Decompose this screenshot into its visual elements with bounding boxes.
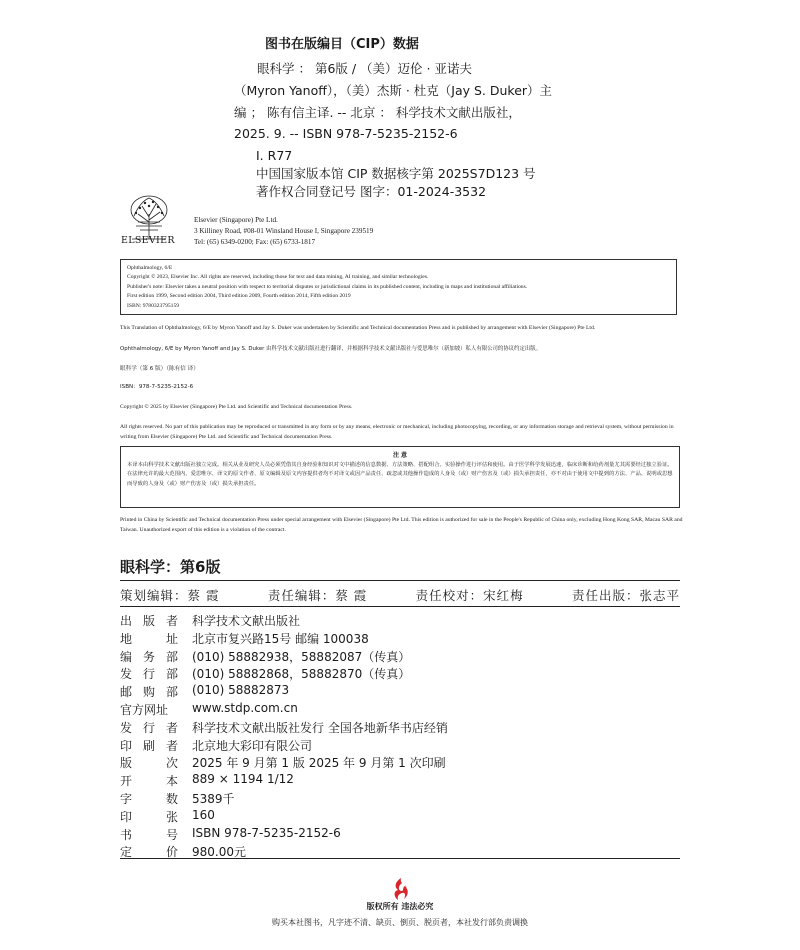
info-label-char: 地 <box>120 631 133 646</box>
cip-line: 2025. 9. -- ISBN 978-7-5235-2152-6 <box>234 126 458 141</box>
info-label <box>120 612 192 629</box>
copyright-line: Publisher's note: Elsevier takes a neutral position with respect to territorial disputes or jurisdictional claims in its published content, including in maps and institutional affiliations. <box>127 283 528 290</box>
info-label-char: 行 <box>142 720 155 735</box>
info-value: 889 × 1194 1/12 <box>192 772 294 787</box>
replacement-notice: 购买本社图书，凡字迹不清、缺页、倒页、脱页者，本社发行部负责调换 <box>272 918 528 927</box>
info-label-char: 书 <box>120 827 133 842</box>
cip-line: Ⅰ. R77 <box>256 148 293 163</box>
info-value: 北京市复兴路15号 邮编 100038 <box>192 631 369 646</box>
info-label-char: 出 <box>120 614 133 628</box>
notice-box <box>120 446 680 508</box>
info-label-char: 数 <box>165 792 178 806</box>
info-label-char: 号 <box>165 827 178 842</box>
production-manager: 责任出版：张志平 <box>571 588 680 603</box>
info-row <box>120 772 294 789</box>
info-row <box>120 754 446 771</box>
info-label-char: 本 <box>165 774 178 789</box>
info-label-char: 开 <box>120 774 133 789</box>
info-label <box>120 719 192 736</box>
info-value: 980.00元 <box>192 845 246 860</box>
info-label <box>120 737 192 754</box>
info-label-char: 发 <box>120 667 133 682</box>
info-value: (010) 58882873 <box>192 683 290 698</box>
info-label-char: 次 <box>165 756 178 771</box>
printed-in-statement: Printed in China by Scientific and Technical documentation Press under special arrangement with Elsevier (Singapore) Pte Ltd. This edition is authorized for sale in the People's Republic of China only, excluding Hong Kong SAR, Macau SAR and Taiwan. Unauthorized export of this edition is a violation of the contract. <box>120 517 683 533</box>
copyright-line: First edition 1999, Second edition 2004, Third edition 2009, Fourth edition 2014, Fifth edition 2019 <box>127 293 351 300</box>
cip-title: 图书在版编目（CIP）数据 <box>265 37 419 52</box>
info-label <box>120 665 192 682</box>
info-row <box>120 719 448 736</box>
info-row <box>120 665 410 682</box>
info-label <box>120 630 192 647</box>
info-row <box>120 737 312 754</box>
info-label: 官方网址 <box>120 703 169 717</box>
info-row <box>120 683 289 700</box>
info-label-char: 行 <box>142 667 155 682</box>
info-row <box>120 630 369 647</box>
notice-title: 注 意 <box>392 452 408 459</box>
info-label-char: 版 <box>120 756 133 771</box>
info-value: 5389千 <box>192 792 235 806</box>
info-label-char: 价 <box>165 845 178 860</box>
divider <box>120 580 680 581</box>
planning-editor: 策划编辑：蔡 霞 <box>120 588 220 603</box>
info-row <box>120 808 215 825</box>
info-value: www.stdp.com.cn <box>192 701 298 715</box>
notice-text: 本译本由科学技术文献出版社独立完成。相关从业及研究人员必须凭借其自身经验和知识对文中描述的信息数据、方法策略、搭配组合、实验操作进行评估和使用。由于医学科学发展迅速，临床诊断和给药剂量尤其需要经过独立验证。在法律允许的最大范围内，爱思唯尔、译文的原文作者、原文编辑及原文内容提供者均不对译文或因产品责任、疏忽或其他操作造成的人身及（或）财产伤害及（或）损失承担责任，亦不对由于使用文中提到的方法、产品、说明或思想而导致的人身及（或）财产伤害及（或）损失承担责任。 <box>127 462 673 487</box>
info-label-char: 部 <box>165 649 178 664</box>
cip-line: 中国国家版本馆 CIP 数据核字第 2025S7D123 号 <box>256 166 536 181</box>
info-row <box>120 826 341 843</box>
info-label-char: 张 <box>165 809 178 824</box>
info-value: 2025 年 9 月第 1 版 2025 年 9 月第 1 次印刷 <box>192 756 446 771</box>
info-label <box>120 683 192 700</box>
info-label-char: 印 <box>120 738 133 753</box>
publisher-emblem-icon <box>390 877 412 901</box>
info-label-char: 版 <box>142 614 155 628</box>
publisher-name: Elsevier (Singapore) Pte Ltd. <box>194 216 278 224</box>
info-label-char: 刷 <box>142 738 155 753</box>
info-value: (010) 58882938，58882087（传真） <box>192 649 411 664</box>
divider <box>120 858 680 859</box>
elsevier-wordmark: ELSEVIER <box>121 235 175 246</box>
original-copyright-box <box>120 259 677 315</box>
info-label-char: 者 <box>165 738 178 753</box>
info-label <box>120 772 192 789</box>
info-value: 160 <box>192 807 215 822</box>
info-label-char: 部 <box>165 685 178 700</box>
publisher-tel: Tel: (65) 6349-0200; Fax: (65) 6733-1817 <box>194 238 316 246</box>
info-value: 北京地大彩印有限公司 <box>192 738 313 753</box>
info-label <box>120 648 192 665</box>
info-row <box>120 648 410 665</box>
translation-paragraph-en: This Translation of Ophthalmology, 6/E by Myron Yanoff and Jay S. Duker was undertaken by Scientific and Technical documentation Press and is published by arrangement with Elsevier (Singapore) Pte Ltd. <box>120 325 596 331</box>
info-label <box>120 808 192 825</box>
info-label-char: 发 <box>120 720 133 735</box>
cip-line: 著作权合同登记号 图字：01-2024-3532 <box>256 184 487 199</box>
info-label <box>120 754 192 771</box>
copyright-line: Copyright © 2023, Elsevier Inc. All rights are reserved, including those for text and data mining, AI training, and similar technologies. <box>127 274 429 281</box>
info-row <box>120 612 300 629</box>
book-title: 眼科学：第6版 <box>120 558 221 576</box>
info-label-char: 者 <box>165 720 178 735</box>
info-label-char: 字 <box>120 792 133 806</box>
info-value: 科学技术文献出版社 <box>192 614 301 628</box>
info-label-char: 务 <box>142 649 155 664</box>
translation-isbn: ISBN：978-7-5235-2152-6 <box>120 384 194 390</box>
info-row <box>120 790 235 807</box>
info-label-char: 编 <box>120 649 133 664</box>
info-value: 科学技术文献出版社发行 全国各地新华书店经销 <box>192 720 448 735</box>
info-label-char: 址 <box>165 631 178 646</box>
translation-copyright: Copyright © 2025 by Elsevier (Singapore) Pte Ltd. and Scientific and Technical documentation Press. <box>120 404 353 410</box>
info-label-char: 购 <box>142 685 155 700</box>
cip-line: 眼科学 ： 第6版 / （美）迈伦 · 亚诺夫 <box>257 61 472 76</box>
info-label-char: 部 <box>165 667 178 682</box>
info-label <box>120 826 192 843</box>
info-row <box>120 701 298 718</box>
cip-line: 编 ； 陈有信主译. -- 北京 ： 科学技术文献出版社， <box>234 105 521 120</box>
info-label <box>120 790 192 807</box>
info-value: ISBN 978-7-5235-2152-6 <box>192 825 341 840</box>
editors-line <box>120 586 680 604</box>
cip-line: （Myron Yanoff），（美）杰斯 · 杜克（Jay S. Duker）主 <box>234 83 553 98</box>
translation-paragraph-zh: Ophthalmology, 6/E by Myron Yanoff and Jay S. Duker 由科学技术文献出版社进行翻译，并根据科学技术文献出版社与爱思唯尔（新加坡）私人有限公司的协议约定出版。 <box>120 346 542 352</box>
proofreading-editor: 责任校对：宋红梅 <box>415 588 524 603</box>
rights-notice: 版权所有 违法必究 <box>366 902 434 911</box>
divider <box>120 606 680 607</box>
publisher-address: 3 Killiney Road, #08-01 Winsland House I, Singapore 239519 <box>194 227 374 235</box>
rights-reserved: All rights reserved. No part of this publication may be reproduced or transmitted in any form or by any means, electronic or mechanical, including photocopying, recording, or any information storage and retrieval system, without permission in writing from Elsevier (Singapore) Pte Ltd. and Scientific and Technical documentation Press. <box>120 424 674 440</box>
info-label-char: 印 <box>120 809 133 824</box>
info-label-char: 邮 <box>120 685 133 700</box>
edition-note: 眼科学（第 6 版）（陈有信 译） <box>120 366 199 372</box>
info-label-char: 者 <box>165 614 178 628</box>
info-value: (010) 58882868，58882870（传真） <box>192 667 411 682</box>
copyright-line: ISBN: 9780323795159 <box>127 302 180 309</box>
info-label-char: 定 <box>120 845 133 860</box>
responsible-editor: 责任编辑：蔡 霞 <box>267 588 368 603</box>
copyright-line: Ophthalmology, 6/E <box>127 265 173 271</box>
